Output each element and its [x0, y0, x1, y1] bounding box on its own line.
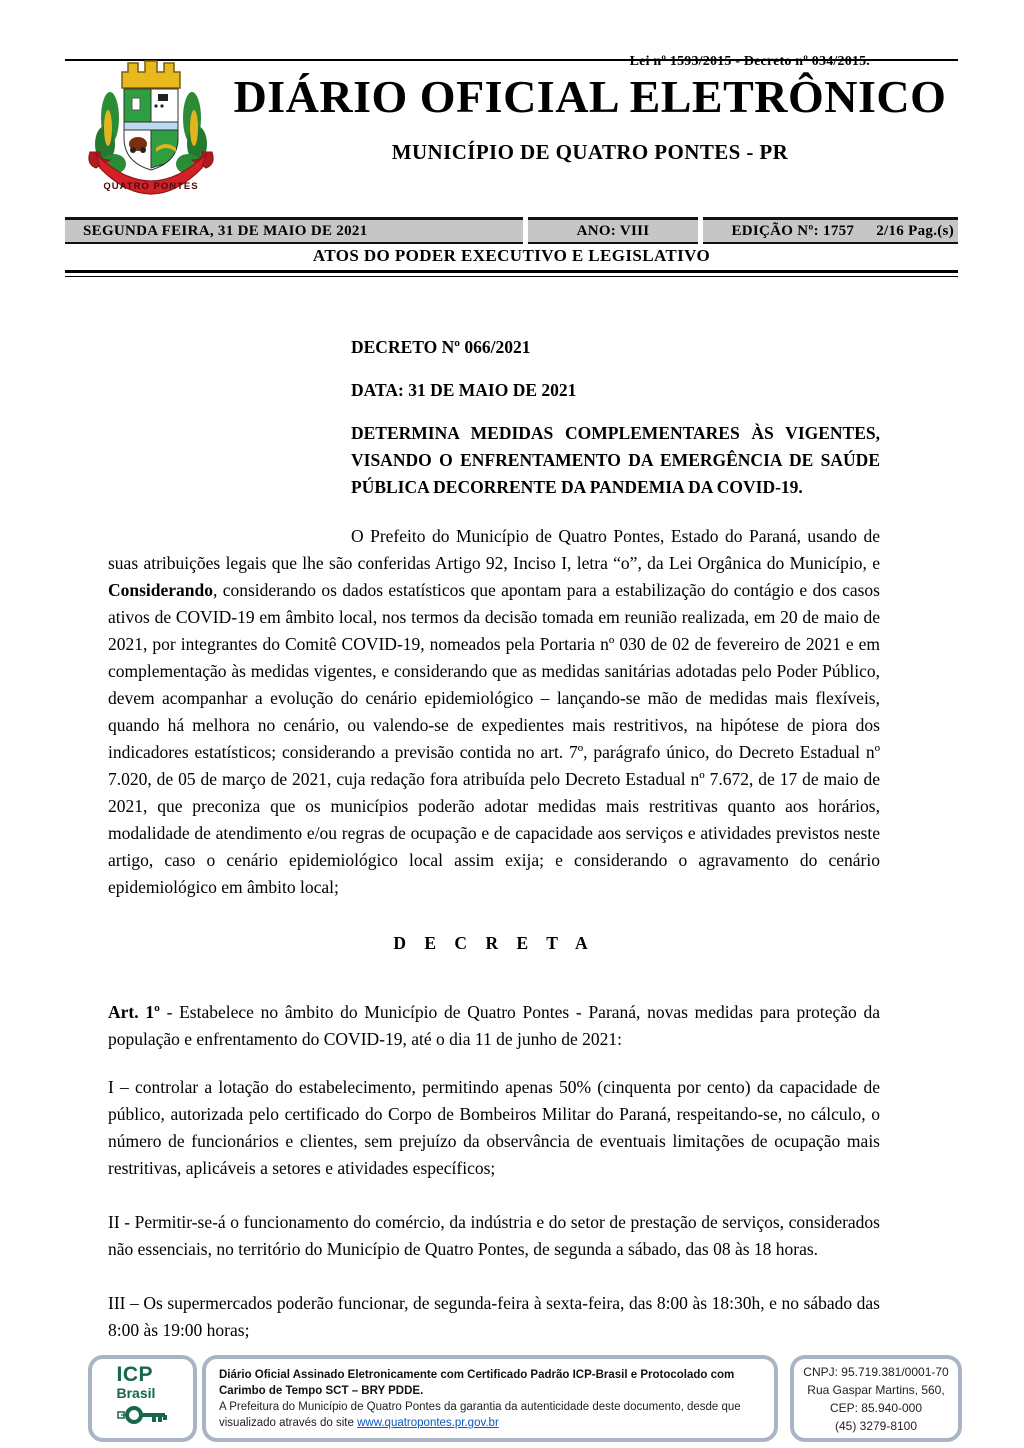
icp-brasil-box: [88, 1355, 197, 1442]
info-date: SEGUNDA FEIRA, 31 DE MAIO DE 2021: [65, 217, 523, 244]
article-1: [108, 999, 880, 1053]
preamble-part2: , considerando os dados estatísticos que apontam para a estabilização do contágio e dos casos ativos de COVID-19 em âmbito local, nos termos da decisão tomada em reunião realizada, em 20 de maio de 2021, por integrantes do Comitê COVID-19, nomeados pela Portaria nº 030 de 02 de fevereiro de 2021 e em complementação às medidas vigentes, e considerando que as medidas sanitárias adotadas pelo Poder Público, devem acompanhar a evolução do cenário epidemiológico – lançando-se mão de medidas mais flexíveis, quando há melhora no cenário, ou valendo-se de expedientes mais restritivos, na hipótese de piora dos indicadores estatísticos; considerando a previsão contida no art. 7º, parágrafo único, do Decreto Estadual nº 7.020, de 05 de março de 2021, cuja redação fora atribuída pelo Decreto Estadual nº 7.672, de 17 de maio de 2021, que preconiza que os municípios poderão adotar medidas mais restritivas quanto aos horários, modalidade de atendimento e/ou regras de ocupação e de capacidade aos serviços e atividades previstos neste artigo, caso o cenário epidemiológico local assim exija; e considerando o agravamento do cenário epidemiológico em âmbito local;: [108, 580, 880, 897]
law-reference: Lei nº 1593/2015 - Decreto nº 034/2015.: [629, 54, 870, 69]
gazette-title: DIÁRIO OFICIAL ELETRÔNICO: [233, 71, 947, 122]
decree-body: [108, 334, 880, 1371]
crest-crown: [122, 61, 180, 88]
decree-item-2: II - Permitir-se-á o funcionamento do comércio, da indústria e do setor de prestação de serviços, considerados não essenciais, no território do Município de Quatro Pontes, de segunda a sábado, das 08 às 18 horas.: [108, 1212, 880, 1259]
decree-date: DATA: 31 DE MAIO DE 2021: [351, 380, 577, 400]
info-edition-number: EDIÇÃO Nº: 1757: [731, 222, 855, 239]
contact-cnpj: CNPJ: 95.719.381/0001-70: [803, 1364, 949, 1379]
decree-preamble: [108, 523, 880, 901]
icp-logo-line2: Brasil: [116, 1385, 156, 1401]
decree-number: DECRETO Nº 066/2021: [351, 337, 531, 357]
icp-brasil-logo: [117, 1364, 169, 1433]
info-edition-cell: [703, 217, 958, 244]
decree-item-3: III – Os supermercados poderão funcionar, de segunda-feira à sexta-feira, das 8:00 às 18:30h, e no sábado das 8:00 às 19:00 horas;: [108, 1293, 880, 1340]
section-rule: [65, 270, 958, 277]
decree-item-1: I – controlar a lotação do estabelecimento, permitindo apenas 50% (cinquenta por cento) da capacidade de público, autorizada pelo certificado do Corpo de Bombeiros Militar do Paraná, respeitando-se, no cálculo, o número de funcionários e clientes, sem prejuízo da observância de eventuais limitações de ocupação mais restritivas, aplicáveis a setores e atividades específicos;: [108, 1077, 880, 1178]
certificate-text: A Prefeitura do Município de Quatro Pontes da garantia da autenticidade deste documento, desde que visualizado através do site: [219, 1401, 741, 1429]
icp-logo-line1: ICP: [116, 1363, 154, 1386]
certificate-box: [202, 1355, 778, 1442]
decreta-heading: D E C R E T A: [393, 933, 595, 953]
article-1-label: Art. 1º: [108, 1002, 160, 1022]
section-title: ATOS DO PODER EXECUTIVO E LEGISLATIVO: [312, 246, 711, 265]
info-page-count: 2/16 Pag.(s): [876, 222, 954, 239]
municipal-coat-of-arms: [72, 56, 230, 214]
certificate-bold-text: Diário Oficial Assinado Eletronicamente com Certificado Padrão ICP-Brasil e Protocolado com Carimbo de Tempo SCT – BRY PDDE.: [219, 1369, 735, 1397]
gazette-subtitle: MUNICÍPIO DE QUATRO PONTES - PR: [391, 140, 789, 164]
article-1-text: - Estabelece no âmbito do Município de Quatro Pontes - Paraná, novas medidas para proteção da população e enfrentamento do COVID-19, até o dia 11 de junho de 2021:: [108, 1002, 881, 1049]
contact-cep: CEP: 85.940-000: [829, 1400, 923, 1415]
contact-phone: (45) 3279-8100: [834, 1418, 918, 1433]
info-bar: [65, 217, 958, 244]
contact-box: [790, 1355, 962, 1442]
preamble-part1: O Prefeito do Município de Quatro Pontes, Estado do Paraná, usando de suas atribuições legais que lhe são conferidas Artigo 92, Inciso I, letra “o”, da Lei Orgânica do Município, e: [108, 526, 880, 573]
crest-banner-text: QUATRO PONTES: [103, 181, 199, 192]
key-icon: [117, 1402, 169, 1428]
decree-summary: DETERMINA MEDIDAS COMPLEMENTARES ÀS VIGENTES, VISANDO O ENFRENTAMENTO DA EMERGÊNCIA DE SAÚDE PÚBLICA DECORRENTE DA PANDEMIA DA COVID-19.: [351, 423, 880, 497]
preamble-considerando: Considerando: [108, 580, 214, 600]
contact-address: Rua Gaspar Martins, 560,: [807, 1382, 945, 1397]
info-year: ANO: VIII: [528, 217, 698, 244]
gazette-site-link[interactable]: www.quatropontes.pr.gov.br: [357, 1417, 499, 1429]
crest-shield: [124, 89, 178, 170]
